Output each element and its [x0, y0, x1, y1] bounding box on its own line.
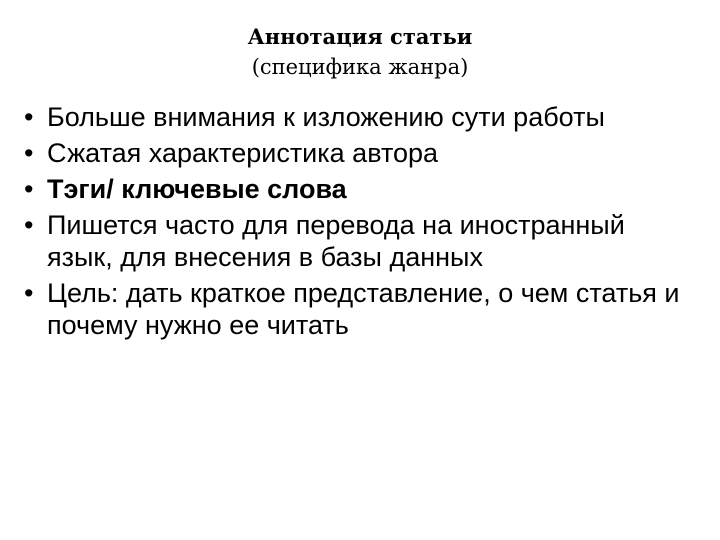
title-subtitle: (специфика жанра) — [251, 55, 469, 79]
bullet-text: Пишется часто для перевода на иностранный язык, для внесения в базы данных — [47, 210, 625, 272]
title-main: Аннотация статьи — [247, 24, 473, 49]
list-item — [24, 277, 696, 341]
bullet-text: Сжатая характеристика автора — [47, 138, 439, 168]
bullet-icon: • — [24, 278, 34, 308]
bullet-icon: • — [24, 210, 34, 240]
list-item — [24, 101, 696, 133]
list-item — [24, 173, 696, 205]
bullet-text: Цель: дать краткое представление, о чем статья и почему нужно ее читать — [47, 278, 680, 340]
list-item — [24, 209, 696, 273]
bullet-list — [24, 101, 696, 345]
bullet-icon: • — [24, 102, 34, 132]
bullet-icon: • — [24, 138, 34, 168]
list-item — [24, 137, 696, 169]
bullet-icon: • — [24, 174, 34, 204]
bullet-text: Больше внимания к изложению сути работы — [47, 102, 605, 132]
bullet-text: Тэги/ ключевые слова — [47, 174, 347, 204]
slide-title — [0, 22, 720, 82]
